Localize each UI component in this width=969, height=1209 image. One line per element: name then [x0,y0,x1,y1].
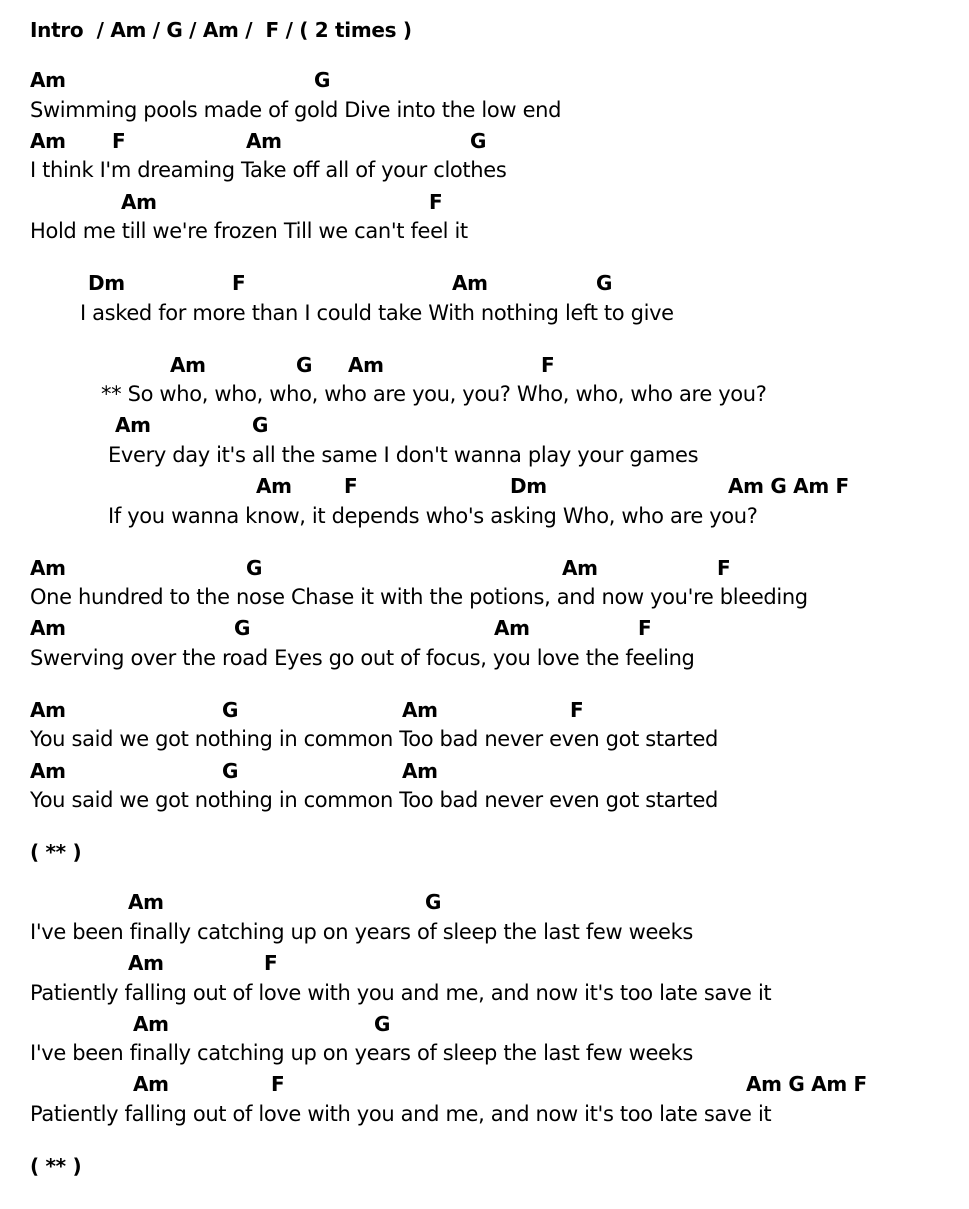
chord: Am [30,698,66,722]
chord: Am [256,474,292,498]
chord: Am [348,353,384,377]
lyric-line: Patiently falling out of love with you and me, and now it's too late save it [30,981,772,1005]
chord: F [429,190,443,214]
lyric-line: Every day it's all the same I don't wanna play your games [108,443,699,467]
chord: Am G Am F [746,1072,867,1096]
chord: Am [133,1072,169,1096]
chord: Am [133,1012,169,1036]
chord: Am [115,413,151,437]
lyric-line: I've been finally catching up on years of sleep the last few weeks [30,1041,693,1065]
chord: Am [128,951,164,975]
chord: G [252,413,269,437]
lyric-line: Swerving over the road Eyes go out of focus, you love the feeling [30,646,695,670]
lyric-line: Swimming pools made of gold Dive into the low end [30,98,562,122]
chord: G [246,556,263,580]
chord: Am [246,129,282,153]
chord: G [470,129,487,153]
lyric-line: ** So who, who, who, who are you, you? Who, who, who are you? [101,382,767,406]
lyric-line: If you wanna know, it depends who's asking Who, who are you? [108,504,758,528]
chord: Am [452,271,488,295]
lyric-line: I've been finally catching up on years of sleep the last few weeks [30,920,693,944]
chord: F [112,129,126,153]
chord: G [296,353,313,377]
chord: G [596,271,613,295]
chord: G [234,616,251,640]
chord: Am [402,759,438,783]
chord: Am [30,556,66,580]
lyric-line: I asked for more than I could take With nothing left to give [80,301,674,325]
chord: F [232,271,246,295]
chord: Am [494,616,530,640]
chord: Am [562,556,598,580]
chord: F [264,951,278,975]
lyric-line: I think I'm dreaming Take off all of your clothes [30,158,507,182]
chord: G [222,759,239,783]
chorus-reference: ( ** ) [30,840,82,864]
chord: F [271,1072,285,1096]
chord: G [222,698,239,722]
lyric-line: You said we got nothing in common Too bad never even got started [30,788,719,812]
lyric-line: You said we got nothing in common Too bad never even got started [30,727,719,751]
chord: Am [30,759,66,783]
chord: F [638,616,652,640]
chord: G [425,890,442,914]
chord: Am [170,353,206,377]
chord: G [374,1012,391,1036]
chord: Am [121,190,157,214]
lyric-line: One hundred to the nose Chase it with the potions, and now you're bleeding [30,585,808,609]
chord: F [717,556,731,580]
chord: Am [30,616,66,640]
chord: F [344,474,358,498]
chord: Am [30,68,66,92]
chord: Am [128,890,164,914]
lyric-line: Patiently falling out of love with you and me, and now it's too late save it [30,1102,772,1126]
chord: F [541,353,555,377]
chorus-reference: ( ** ) [30,1154,82,1178]
chord: Am [402,698,438,722]
chord: Am G Am F [728,474,849,498]
chord: G [314,68,331,92]
lyric-line: Hold me till we're frozen Till we can't feel it [30,219,468,243]
chord: Dm [88,271,125,295]
chord: Dm [510,474,547,498]
chord: F [570,698,584,722]
intro-line: Intro / Am / G / Am / F / ( 2 times ) [30,18,412,42]
chord: Am [30,129,66,153]
